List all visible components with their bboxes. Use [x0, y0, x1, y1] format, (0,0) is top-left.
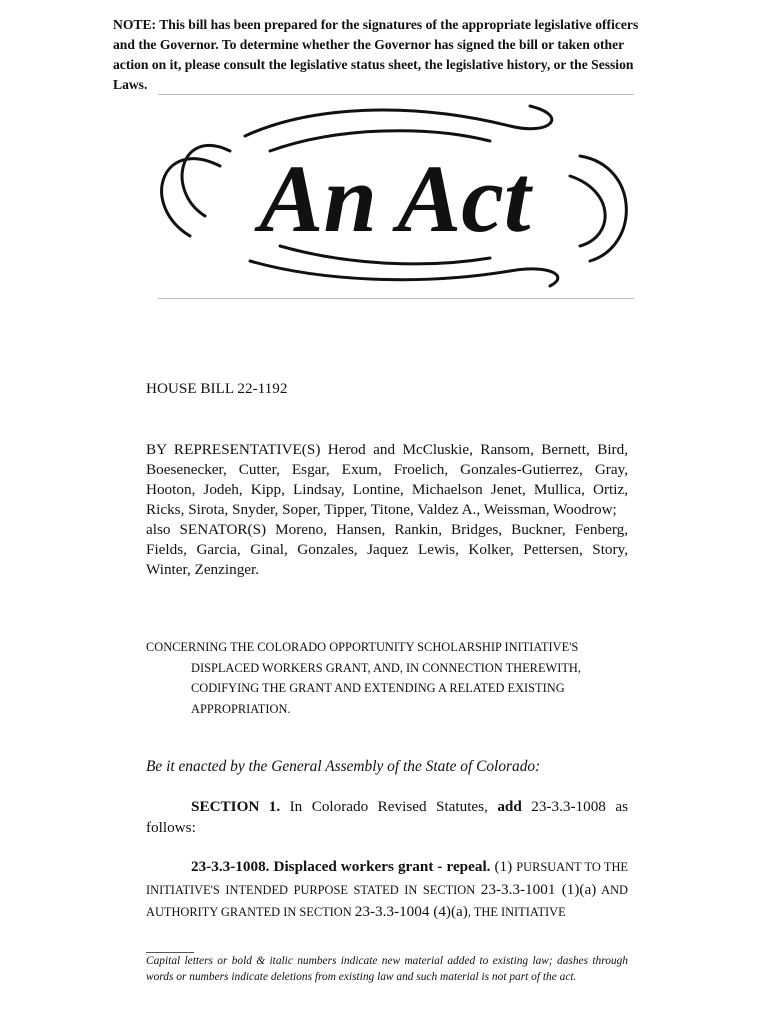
subsection-text-1: PURSUANT TO THE INITIATIVE'S INTENDED PURPOSE STATED IN SECTION	[146, 860, 628, 897]
an-act-banner	[150, 96, 640, 296]
concerning-line-2: DISPLACED WORKERS GRANT, AND, IN CONNECTION THEREWITH,	[191, 660, 581, 675]
flourish-left-inner	[182, 145, 230, 216]
enacting-clause: Be it enacted by the General Assembly of the State of Colorado:	[146, 758, 541, 775]
concerning-line-4: APPROPRIATION.	[191, 701, 291, 716]
senator-sponsors: also SENATOR(S) Moreno, Hansen, Rankin, Bridges, Buckner, Fenberg, Fields, Garcia, Ginal, Gonzales, Jaquez Lewis, Kolker, Pettersen, Story, Winter, Zenzinger.	[146, 521, 628, 578]
subsection-text-2: AND AUTHORITY GRANTED IN SECTION	[146, 882, 628, 919]
subsection-number: (1)	[490, 858, 517, 875]
concerning-clause	[146, 637, 628, 719]
top-divider	[158, 94, 634, 95]
concerning-line-3: CODIFYING THE GRANT AND EXTENDING A RELATED EXISTING	[191, 681, 565, 695]
section-text-after: 23-3.3-1008 as follows:	[146, 798, 628, 836]
concerning-line-1: CONCERNING THE COLORADO OPPORTUNITY SCHOLARSHIP INITIATIVE'S	[146, 640, 579, 654]
statute-reference-2: 23-3.3-1004 (4)(a)	[354, 903, 468, 920]
flourish-left-outer	[162, 159, 220, 236]
section-add-word: add	[497, 798, 522, 815]
section-1	[146, 796, 628, 838]
statute-heading: 23-3.3-1008. Displaced workers grant - repeal.	[191, 858, 491, 875]
representative-sponsors: BY REPRESENTATIVE(S) Herod and McCluskie, Ransom, Bernett, Bird, Boesenecker, Cutter, Esgar, Exum, Froelich, Gonzales-Gutierrez, Gray, Hooton, Jodeh, Kipp, Lindsay, Lontine, Michaelson Jenet, Mullica, Ortiz, Ricks, Sirota, Snyder, Soper, Tipper, Titone, Valdez A., Weissman, Woodrow;	[146, 441, 628, 518]
bill-number: HOUSE BILL 22-1192	[146, 380, 288, 397]
bill-note: NOTE: This bill has been prepared for the signatures of the appropriate legislative officers and the Governor. To determine whether the Governor has signed the bill or taken other action on it, please consult the legislative status sheet, the legislative history, or the Session Laws.	[113, 17, 639, 92]
section-heading: SECTION 1.	[191, 798, 281, 815]
section-text-before: In Colorado Revised Statutes,	[280, 798, 498, 815]
subsection-text-3: , THE INITIATIVE	[467, 905, 566, 919]
flourish-right-inner	[570, 176, 605, 246]
sponsor-list	[146, 440, 628, 580]
footnote: Capital letters or bold & italic numbers indicate new material added to existing law; dashes through words or numbers indicate deletions from existing law and such material is not part of the act.	[146, 955, 628, 983]
statute-reference-1: 23-3.3-1001 (1)(a)	[480, 880, 597, 898]
bottom-divider	[158, 298, 634, 299]
statute-subsection	[146, 856, 628, 924]
banner-title: An Act	[259, 145, 531, 252]
